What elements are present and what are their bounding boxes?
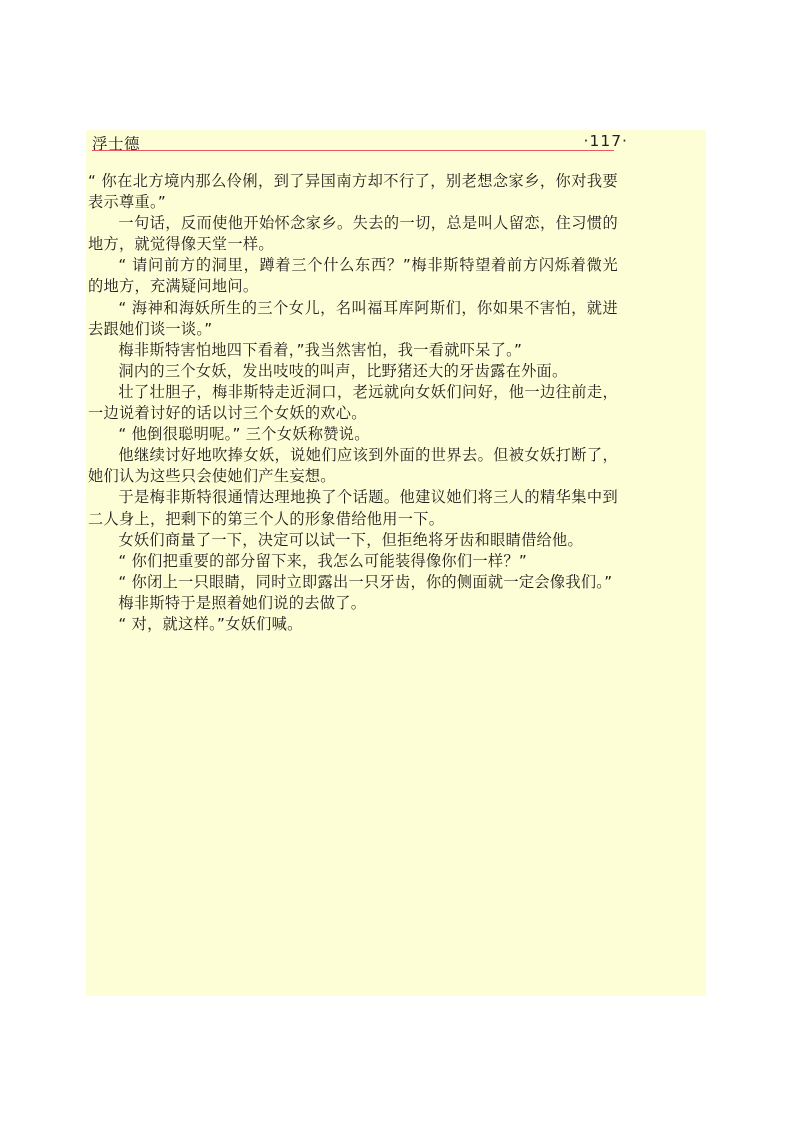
- paragraph: 梅非斯特于是照着她们说的去做了。: [118, 593, 367, 612]
- paragraph: 一句话，反而使他开始怀念家乡。失去的一切，总是叫人留恋，住习惯的地方，就觉得像天堂一样。: [88, 214, 618, 254]
- paragraph: 洞内的三个女妖，发出吱吱的叫声，比野猪还大的牙齿露在外面。: [118, 361, 568, 380]
- paragraph: 于是梅非斯特很通情达理地换了个话题。他建议她们将三人的精华集中到二人身上，把剩下的第三个人的形象借给他用一下。: [88, 488, 618, 528]
- paragraph: “ 你在北方境内那么伶俐，到了异国南方却不行了，别老想念家乡，你对我要表示尊重。”: [88, 172, 618, 212]
- running-header: [92, 132, 628, 153]
- paragraph: “ 他倒很聪明呢。” 三个女妖称赞说。: [118, 425, 370, 444]
- header-divider: [92, 150, 614, 151]
- body-text: [88, 171, 618, 635]
- paragraph: 他继续讨好地吹捧女妖，说她们应该到外面的世界去。但被女妖打断了，她们认为这些只会使她们产生妄想。: [88, 446, 618, 486]
- paragraph: “ 你们把重要的部分留下来，我怎么可能装得像你们一样？”: [118, 551, 528, 570]
- paragraph: 壮了壮胆子，梅非斯特走近洞口，老远就向女妖们问好，他一边往前走，一边说着讨好的话以讨三个女妖的欢心。: [88, 382, 618, 423]
- paragraph: “ 请问前方的洞里，蹲着三个什么东西？”梅非斯特望着前方闪烁着微光的地方，充满疑问地问。: [88, 256, 618, 296]
- page-number: ·117·: [583, 132, 628, 150]
- book-title: 浮士德: [92, 135, 141, 153]
- paragraph: 梅非斯特害怕地四下看着，”我当然害怕，我一看就吓呆了。”: [118, 340, 523, 359]
- paragraph: “ 你闭上一只眼睛，同时立即露出一只牙齿，你的侧面就一定会像我们。”: [118, 572, 613, 591]
- paragraph: 女妖们商量了一下，决定可以试一下，但拒绝将牙齿和眼睛借给他。: [118, 530, 584, 549]
- paragraph: “ 海神和海妖所生的三个女儿，名叫福耳库阿斯们，你如果不害怕，就进去跟她们谈一谈。”: [88, 298, 618, 338]
- paragraph: “ 对，就这样。”女妖们喊。: [118, 614, 303, 633]
